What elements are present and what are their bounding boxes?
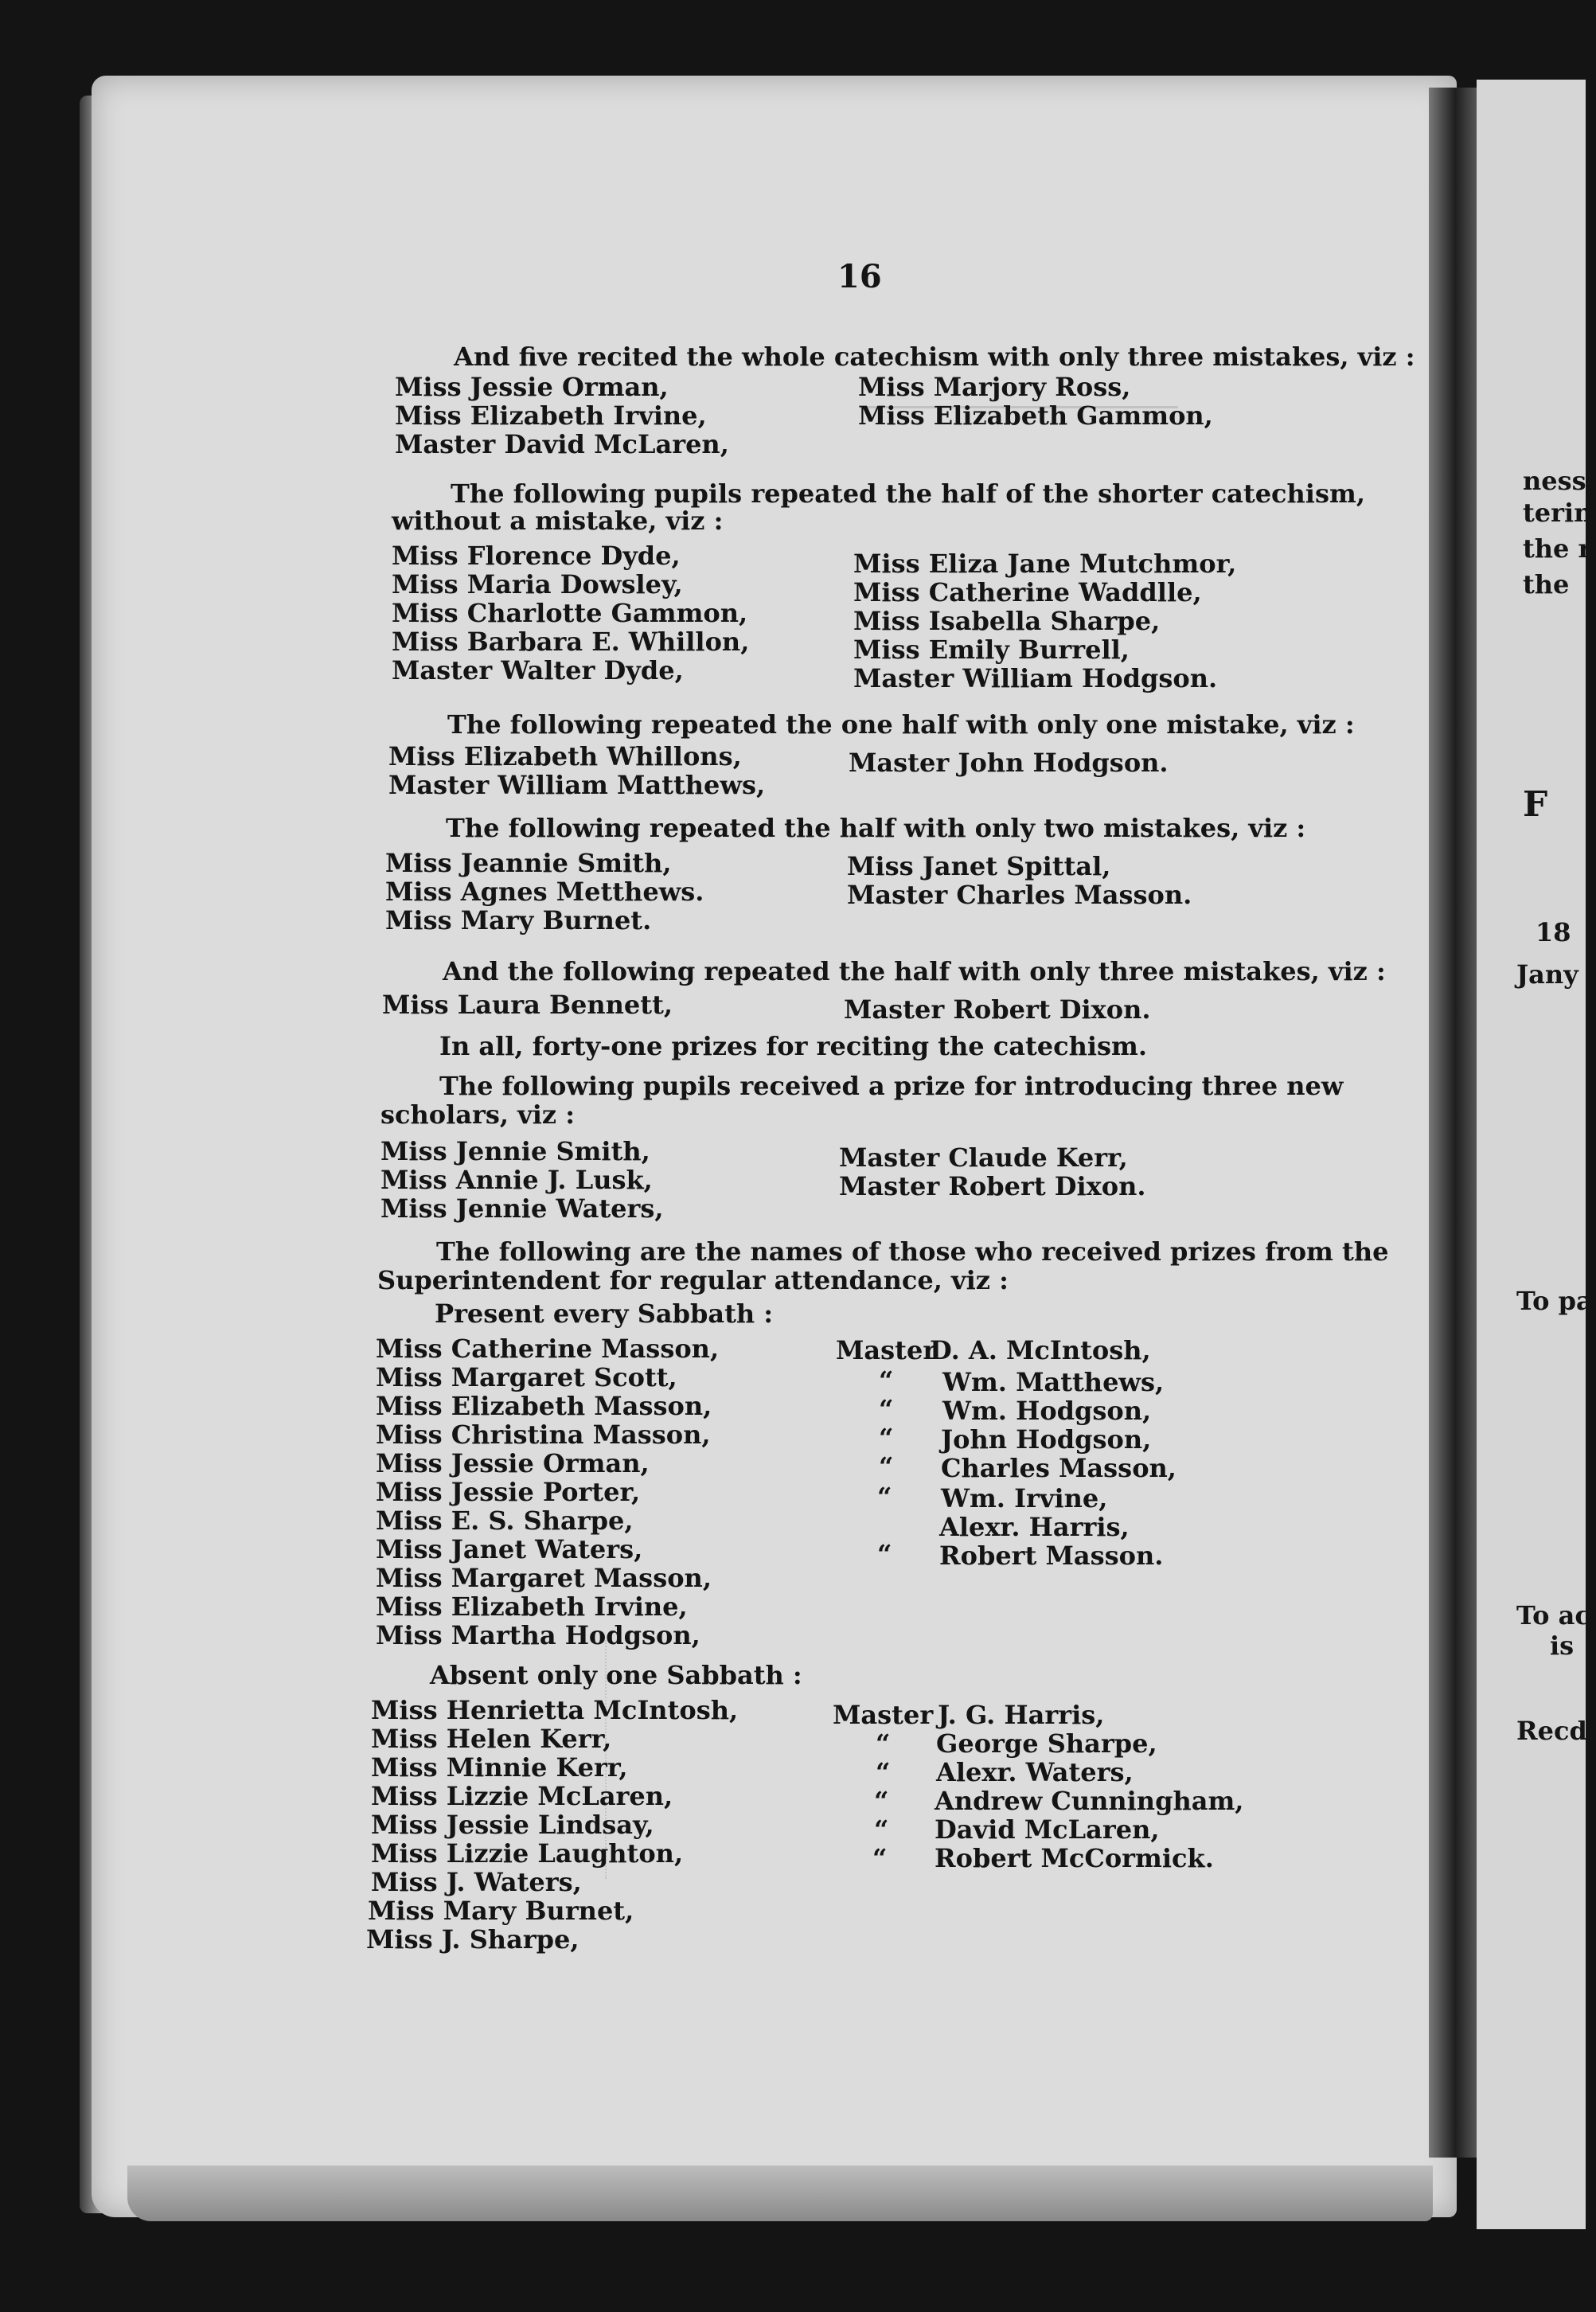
pupil-name: Alexr. Harris,: [939, 1512, 1130, 1542]
facing-page-fragment: To ac: [1516, 1600, 1590, 1631]
summary-text: In all, forty-one prizes for reciting the catechism.: [439, 1031, 1148, 1061]
facing-page-fragment: Jany: [1516, 959, 1578, 990]
pupil-name: Alexr. Waters,: [936, 1757, 1134, 1787]
ditto-mark: “: [876, 1728, 891, 1759]
pupil-name: Wm. Matthews,: [942, 1367, 1165, 1397]
section-intro: The following repeated the one half with only one mistake, viz :: [447, 709, 1355, 740]
ditto-mark: “: [874, 1814, 889, 1845]
ditto-mark: “: [879, 1394, 894, 1424]
pupil-name: Miss Margaret Masson,: [376, 1563, 712, 1593]
pupil-name: Miss Elizabeth Gammon,: [858, 400, 1213, 431]
section-intro: The following are the names of those who received prizes from the: [436, 1236, 1389, 1267]
ditto-mark: “: [879, 1365, 894, 1396]
ditto-mark: “: [877, 1539, 892, 1569]
facing-page-fragment: To pa: [1516, 1286, 1593, 1316]
pupil-name: Miss Maria Dowsley,: [392, 569, 683, 599]
pupil-name: D. A. McIntosh,: [930, 1335, 1151, 1365]
pupil-name: Miss J. Waters,: [371, 1867, 582, 1897]
section-intro: scholars, viz :: [380, 1099, 576, 1130]
pupil-name: Miss Emily Burrell,: [853, 635, 1130, 665]
facing-page-fragment: the: [1523, 569, 1570, 599]
pupil-name: Miss Charlotte Gammon,: [392, 598, 748, 628]
ditto-mark: “: [872, 1843, 888, 1873]
section-intro: The following pupils received a prize for introducing three new: [439, 1071, 1344, 1101]
pupil-name: Master Claude Kerr,: [839, 1142, 1128, 1173]
pupil-name: Charles Masson,: [941, 1453, 1177, 1483]
page-bottom-edge: [127, 2166, 1433, 2221]
ditto-mark: “: [879, 1451, 894, 1482]
pupil-name: Master Walter Dyde,: [392, 655, 684, 685]
master-label: Master: [833, 1700, 934, 1730]
pupil-name: Master David McLaren,: [395, 429, 729, 459]
pupil-name: Miss Margaret Scott,: [376, 1362, 677, 1392]
subheading: Absent only one Sabbath :: [430, 1660, 802, 1690]
pupil-name: Miss Laura Bennett,: [382, 990, 673, 1020]
pupil-name: Miss Jessie Orman,: [376, 1448, 650, 1478]
pupil-name: Miss Lizzie McLaren,: [371, 1781, 673, 1811]
pupil-name: Miss J. Sharpe,: [366, 1924, 579, 1955]
section-intro: without a mistake, viz :: [392, 506, 724, 536]
pupil-name: Robert McCormick.: [935, 1843, 1214, 1873]
pupil-name: Miss Barbara E. Whillon,: [392, 627, 750, 657]
ditto-mark: “: [874, 1786, 889, 1816]
pupil-name: George Sharpe,: [936, 1728, 1157, 1759]
pupil-name: Master Charles Masson.: [847, 880, 1192, 910]
pupil-name: Wm. Irvine,: [941, 1483, 1108, 1513]
pupil-name: Miss Janet Waters,: [376, 1534, 643, 1564]
ditto-mark: “: [876, 1757, 891, 1787]
pupil-name: Miss Elizabeth Whillons,: [388, 741, 742, 771]
facing-page-fragment: terin: [1523, 498, 1593, 528]
facing-page-fragment: is: [1550, 1631, 1575, 1661]
pupil-name: Miss Agnes Metthews.: [385, 877, 704, 907]
pupil-name: Miss Christina Masson,: [376, 1420, 711, 1450]
pupil-name: Miss E. S. Sharpe,: [376, 1506, 634, 1536]
ditto-mark: “: [879, 1423, 894, 1453]
facing-page-fragment: the r: [1523, 533, 1592, 564]
pupil-name: Miss Janet Spittal,: [847, 851, 1111, 881]
pupil-name: Miss Martha Hodgson,: [376, 1620, 700, 1650]
pupil-name: Miss Helen Kerr,: [371, 1724, 612, 1754]
pupil-name: Master William Matthews,: [388, 770, 766, 800]
pupil-name: Master Robert Dixon.: [844, 994, 1151, 1025]
pupil-name: Wm. Hodgson,: [942, 1396, 1152, 1426]
facing-page-fragment: Recd.: [1516, 1716, 1596, 1746]
section-intro: And five recited the whole catechism with only three mistakes, viz :: [454, 342, 1415, 372]
pupil-name: Miss Florence Dyde,: [392, 541, 681, 571]
pupil-name: Miss Annie J. Lusk,: [380, 1165, 653, 1195]
pupil-name: Miss Elizabeth Irvine,: [395, 400, 707, 431]
pupil-name: Miss Jessie Porter,: [376, 1477, 641, 1507]
pupil-name: Miss Jessie Orman,: [395, 372, 669, 402]
pupil-name: Miss Catherine Waddlle,: [853, 577, 1202, 607]
pupil-name: Miss Lizzie Laughton,: [371, 1838, 684, 1869]
facing-page-fragment: ness: [1523, 466, 1586, 496]
pupil-name: Andrew Cunningham,: [935, 1786, 1244, 1816]
pupil-name: Miss Jeannie Smith,: [385, 848, 672, 878]
pupil-name: Miss Mary Burnet,: [368, 1896, 634, 1926]
book-gutter: [1429, 88, 1477, 2158]
master-label: Master: [836, 1335, 937, 1365]
pupil-name: Miss Catherine Masson,: [376, 1334, 720, 1364]
section-intro: The following pupils repeated the half of the shorter catechism,: [451, 478, 1365, 509]
pupil-name: Miss Minnie Kerr,: [371, 1752, 628, 1783]
section-intro: The following repeated the half with only two mistakes, viz :: [446, 813, 1306, 843]
pupil-name: Miss Eliza Jane Mutchmor,: [853, 549, 1237, 579]
facing-page: [1477, 80, 1596, 2229]
section-intro: And the following repeated the half with only three mistakes, viz :: [443, 956, 1386, 986]
pupil-name: Miss Jessie Lindsay,: [371, 1810, 654, 1840]
pupil-name: Miss Elizabeth Masson,: [376, 1391, 712, 1421]
ditto-mark: “: [877, 1482, 892, 1512]
facing-page-fragment: 18: [1536, 917, 1571, 947]
page-number: 16: [837, 258, 882, 295]
pupil-name: Miss Isabella Sharpe,: [853, 606, 1161, 636]
pupil-name: Miss Jennie Smith,: [380, 1136, 650, 1166]
pupil-name: Robert Masson.: [939, 1541, 1164, 1571]
pupil-name: Miss Mary Burnet.: [385, 905, 652, 935]
pupil-name: Miss Marjory Ross,: [858, 372, 1131, 402]
pupil-name: John Hodgson,: [941, 1424, 1152, 1455]
pupil-name: David McLaren,: [935, 1814, 1160, 1845]
subheading: Present every Sabbath :: [435, 1299, 774, 1329]
pupil-name: Master Robert Dixon.: [839, 1171, 1146, 1201]
pupil-name: Master John Hodgson.: [849, 748, 1169, 778]
book-page: [92, 76, 1457, 2217]
pupil-name: J. G. Harris,: [938, 1700, 1105, 1730]
section-intro: Superintendent for regular attendance, viz :: [377, 1265, 1009, 1295]
pupil-name: Miss Henrietta McIntosh,: [371, 1695, 739, 1725]
facing-page-fragment: F: [1523, 784, 1548, 825]
pupil-name: Master William Hodgson.: [853, 663, 1218, 693]
pupil-name: Miss Jennie Waters,: [380, 1193, 664, 1224]
pupil-name: Miss Elizabeth Irvine,: [376, 1591, 688, 1622]
